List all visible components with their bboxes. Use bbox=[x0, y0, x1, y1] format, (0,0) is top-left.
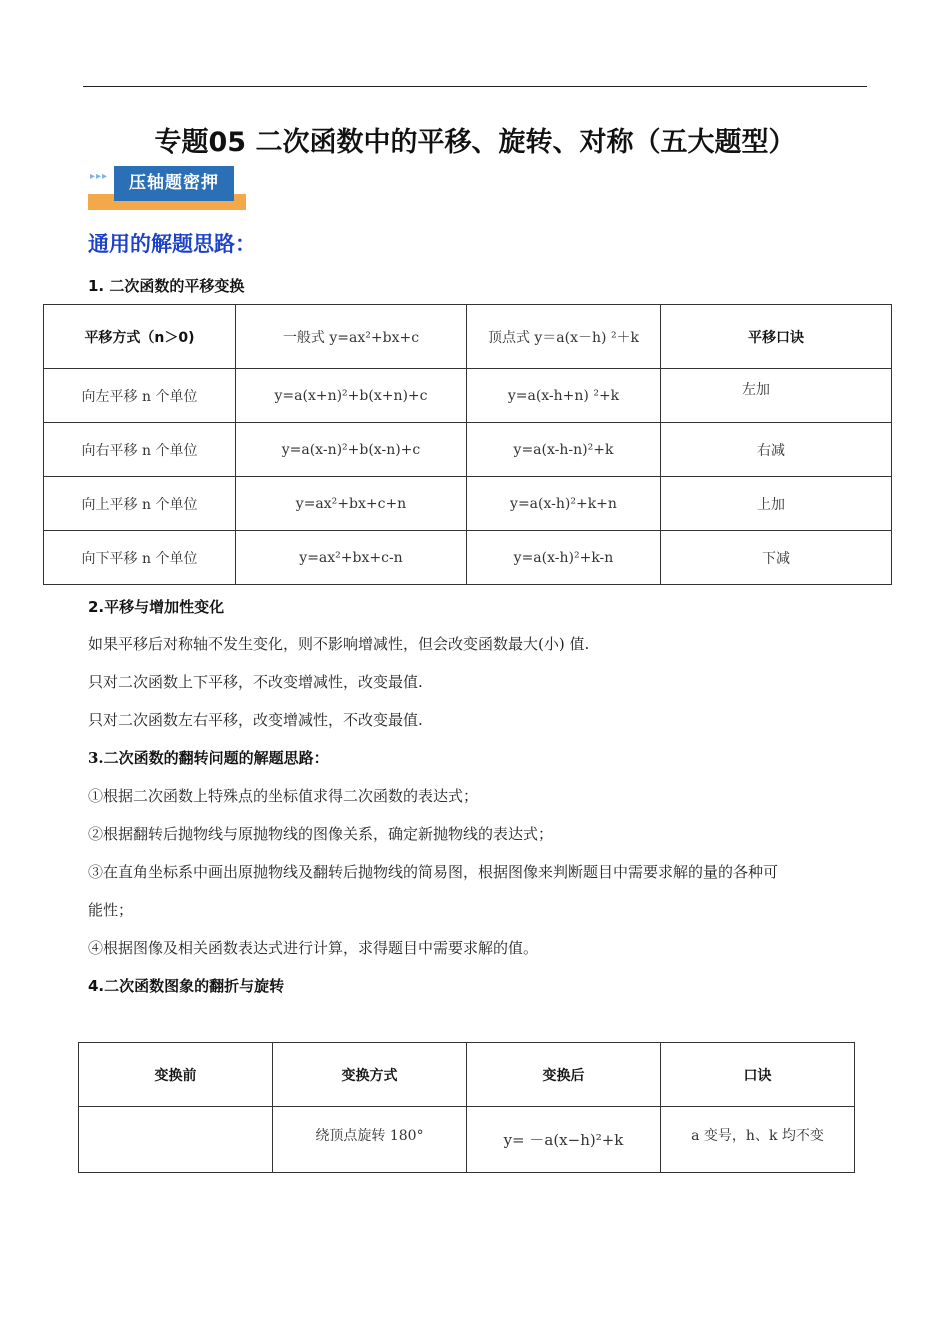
table-cell: 绕顶点旋转 180° bbox=[273, 1107, 467, 1173]
table-header-row bbox=[79, 1043, 855, 1107]
table-cell: 左加 bbox=[661, 369, 892, 423]
general-heading: 通用的解题思路： bbox=[88, 232, 256, 256]
table-header-cell: 变换前 bbox=[79, 1043, 273, 1107]
table-cell: 右减 bbox=[661, 423, 892, 477]
table-cell: y=a(x-n)²+b(x-n)+c bbox=[236, 423, 467, 477]
table-header-cell: 平移方式（n＞0) bbox=[44, 305, 236, 369]
table-cell: 向下平移 n 个单位 bbox=[44, 531, 236, 585]
table-row bbox=[44, 423, 892, 477]
table-cell: 向右平移 n 个单位 bbox=[44, 423, 236, 477]
paragraph-line: 只对二次函数上下平移，不改变增减性，改变最值. bbox=[88, 673, 423, 691]
table-cell bbox=[79, 1107, 273, 1173]
badge-label: 压轴题密押 bbox=[114, 166, 234, 201]
paragraph-line: 如果平移后对称轴不发生变化，则不影响增减性，但会改变函数最大(小) 值. bbox=[88, 635, 590, 653]
table-header-cell: 口诀 bbox=[661, 1043, 855, 1107]
section-4-heading: 4.二次函数图象的翻折与旋转 bbox=[88, 977, 285, 995]
table-cell: 向左平移 n 个单位 bbox=[44, 369, 236, 423]
table-cell: 向上平移 n 个单位 bbox=[44, 477, 236, 531]
section-badge bbox=[88, 166, 246, 210]
table-cell: y=a(x+n)²+b(x+n)+c bbox=[236, 369, 467, 423]
paragraph-line: ④根据图像及相关函数表达式进行计算，求得题目中需要求解的值。 bbox=[88, 939, 539, 957]
section-3-heading: 3.二次函数的翻转问题的解题思路： bbox=[88, 749, 329, 767]
table-header-cell: 平移口诀 bbox=[661, 305, 892, 369]
paragraph-line: ③在直角坐标系中画出原抛物线及翻转后抛物线的简易图，根据图像来判断题目中需要求解的量的各种可 bbox=[88, 863, 779, 881]
table-row bbox=[44, 369, 892, 423]
table-cell: 下减 bbox=[661, 531, 892, 585]
table-cell: y=a(x-h)²+k+n bbox=[467, 477, 661, 531]
paragraph-line: ①根据二次函数上特殊点的坐标值求得二次函数的表达式； bbox=[88, 787, 479, 805]
table-header-cell: 变换后 bbox=[467, 1043, 661, 1107]
table-cell: 上加 bbox=[661, 477, 892, 531]
table-cell: y= －a(x−h)²+k bbox=[467, 1107, 661, 1173]
table-header-cell: 一般式 y=ax²+bx+c bbox=[236, 305, 467, 369]
table-cell: y=ax²+bx+c+n bbox=[236, 477, 467, 531]
rotation-table bbox=[78, 1042, 855, 1173]
table-header-row bbox=[44, 305, 892, 369]
table-cell: y=a(x-h)²+k-n bbox=[467, 531, 661, 585]
table-header-cell: 顶点式 y＝a(x－h) ²＋k bbox=[467, 305, 661, 369]
section-1-heading: 1. 二次函数的平移变换 bbox=[88, 277, 245, 295]
badge-arrows-icon: ▸▸▸ bbox=[90, 171, 109, 182]
table-row bbox=[44, 531, 892, 585]
paragraph-line: ②根据翻转后抛物线与原抛物线的图像关系，确定新抛物线的表达式； bbox=[88, 825, 554, 843]
top-rule bbox=[83, 86, 867, 87]
table-row bbox=[79, 1107, 855, 1173]
paragraph-line: 只对二次函数左右平移，改变增减性，不改变最值. bbox=[88, 711, 423, 729]
table-header-cell: 变换方式 bbox=[273, 1043, 467, 1107]
table-cell: y=a(x-h+n) ²+k bbox=[467, 369, 661, 423]
table-cell: y=ax²+bx+c-n bbox=[236, 531, 467, 585]
translation-table bbox=[43, 304, 892, 585]
table-cell: a 变号，h、k 均不变 bbox=[661, 1107, 855, 1173]
page-title: 专题05 二次函数中的平移、旋转、对称（五大题型） bbox=[154, 127, 796, 158]
paragraph-line: 能性； bbox=[88, 901, 134, 919]
section-2-heading: 2.平移与增加性变化 bbox=[88, 598, 225, 616]
table-row bbox=[44, 477, 892, 531]
table-cell: y=a(x-h-n)²+k bbox=[467, 423, 661, 477]
